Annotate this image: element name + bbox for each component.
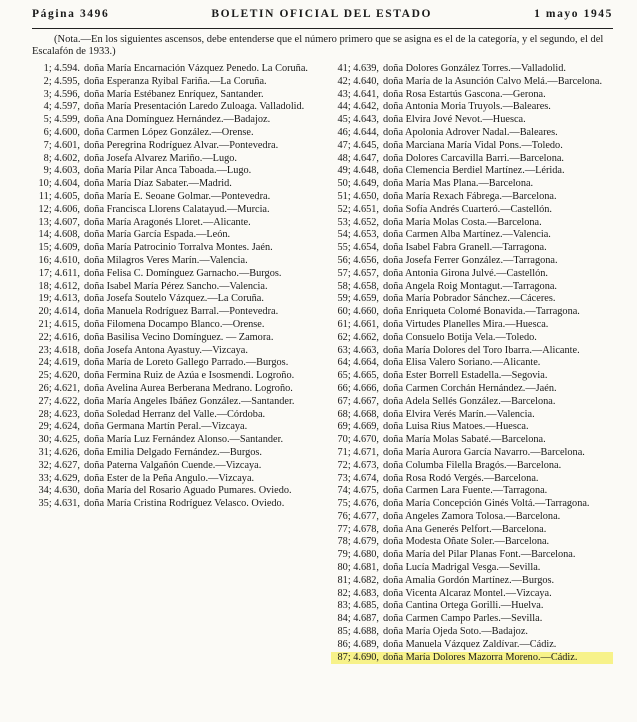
entry-text: doña Vicenta Alcaraz Montel.—Vizcaya. bbox=[383, 587, 552, 599]
entry-number: 85; 4.688, bbox=[337, 626, 379, 638]
entry-text: doña Carmen Corchán Hernández.—Jaén. bbox=[383, 382, 557, 394]
entry-text: doña Elvira Jové Nevot.—Huesca. bbox=[383, 114, 526, 126]
list-item bbox=[32, 63, 314, 75]
list-item bbox=[331, 281, 613, 293]
list-item bbox=[331, 306, 613, 318]
entry-number: 75; 4.676, bbox=[337, 498, 379, 510]
entry-number: 6; 4.600, bbox=[43, 126, 80, 138]
entry-text: doña Rosa Rodó Vergés.—Barcelona. bbox=[383, 472, 539, 484]
entry-text: doña María Dolores Mazorra Moreno.—Cádiz. bbox=[383, 651, 578, 663]
entry-number: 71; 4.671, bbox=[337, 446, 379, 458]
list-item bbox=[331, 575, 613, 587]
entry-number: 61; 4.661, bbox=[337, 318, 379, 330]
list-item bbox=[32, 498, 314, 510]
entry-number: 19; 4.613, bbox=[38, 293, 80, 305]
entry-text: doña Dolores Carcavilla Barri.—Barcelona. bbox=[383, 152, 564, 164]
entry-number: 45; 4.643, bbox=[337, 114, 379, 126]
entry-number: 57; 4.657, bbox=[337, 267, 379, 279]
entry-text: doña Virtudes Planelles Mira.—Huesca. bbox=[383, 318, 549, 330]
list-item bbox=[32, 76, 314, 88]
list-item bbox=[331, 76, 613, 88]
entry-text: doña Enriqueta Colomé Bonavida.—Tarragona. bbox=[383, 306, 580, 318]
entry-number: 83; 4.685, bbox=[337, 600, 379, 612]
entry-text: doña Francisca Llorens Calatayud.—Murcia. bbox=[84, 203, 270, 215]
list-item bbox=[331, 204, 613, 216]
list-item bbox=[331, 178, 613, 190]
entry-text: doña María Cristina Rodríguez Velasco. Oviedo. bbox=[84, 498, 285, 510]
list-item bbox=[32, 89, 314, 101]
entry-number: 5; 4.599, bbox=[43, 114, 80, 126]
entry-number: 59; 4.659, bbox=[337, 293, 379, 305]
list-item bbox=[331, 101, 613, 113]
list-item bbox=[32, 447, 314, 459]
entry-number: 82; 4.683, bbox=[337, 587, 379, 599]
list-item bbox=[32, 357, 314, 369]
entry-text: doña María García Espada.—León. bbox=[84, 229, 231, 241]
entry-number: 27; 4.622, bbox=[38, 395, 80, 407]
list-item bbox=[331, 409, 613, 421]
header-rule bbox=[32, 28, 613, 29]
list-item bbox=[331, 63, 613, 75]
entry-text: doña Carmen López González.—Orense. bbox=[84, 126, 254, 138]
entry-number: 54; 4.653, bbox=[337, 229, 379, 241]
publication-date: 1 mayo 1945 bbox=[534, 8, 613, 20]
entry-text: doña Modesta Oñate Soler.—Barcelona. bbox=[383, 536, 550, 548]
list-item bbox=[32, 101, 314, 113]
entry-text: doña Columba Filella Bragós.—Barcelona. bbox=[383, 459, 562, 471]
entry-number: 24; 4.619, bbox=[38, 357, 80, 369]
entry-number: 72; 4.673, bbox=[337, 459, 379, 471]
list-item bbox=[32, 370, 314, 382]
list-item bbox=[32, 242, 314, 254]
list-item bbox=[331, 268, 613, 280]
list-item bbox=[331, 255, 613, 267]
entry-number: 65; 4.665, bbox=[337, 370, 379, 382]
entry-text: doña Rosa Estartús Gascona.—Gerona. bbox=[383, 88, 546, 100]
list-item bbox=[331, 498, 613, 510]
publication-title: BOLETIN OFICIAL DEL ESTADO bbox=[211, 8, 433, 20]
list-item bbox=[32, 268, 314, 280]
entry-number: 21; 4.615, bbox=[38, 318, 80, 330]
entry-number: 14; 4.608, bbox=[38, 229, 80, 241]
list-item bbox=[331, 357, 613, 369]
note-paragraph: (Nota.—En los siguientes ascensos, debe entenderse que el número primero que se asigna es el de la categoría, y el segundo, el del Escalafón de 1933.) bbox=[32, 34, 604, 57]
entry-number: 16; 4.610, bbox=[38, 254, 80, 266]
entry-text: doña Basilisa Vecino Domínguez. — Zamora. bbox=[84, 331, 274, 343]
entry-number: 31; 4.626, bbox=[38, 446, 80, 458]
entry-number: 35; 4.631, bbox=[38, 498, 80, 510]
entry-number: 49; 4.648, bbox=[337, 165, 379, 177]
entry-text: doña Elvira Verés Marín.—Valencia. bbox=[383, 408, 535, 420]
entry-text: doña María de Loreto Gallego Parrado.—Burgos. bbox=[84, 357, 289, 369]
entry-number: 32; 4.627, bbox=[38, 459, 80, 471]
entry-number: 77; 4.678, bbox=[337, 523, 379, 535]
entry-number: 41; 4.639, bbox=[337, 63, 379, 74]
entry-text: doña Manuela Vázquez Zaldívar.—Cádiz. bbox=[383, 638, 557, 650]
entry-text: doña Ester de la Peña Angulo.—Vizcaya. bbox=[84, 472, 255, 484]
entry-number: 10; 4.604, bbox=[38, 178, 80, 190]
list-item bbox=[331, 652, 613, 664]
list-item bbox=[32, 434, 314, 446]
entry-number: 13; 4.607, bbox=[38, 216, 80, 228]
list-item bbox=[32, 383, 314, 395]
list-item bbox=[32, 473, 314, 485]
list-item bbox=[32, 396, 314, 408]
entry-text: doña Isabel María Pérez Sancho.—Valencia. bbox=[84, 280, 268, 292]
entry-number: 66; 4.666, bbox=[337, 382, 379, 394]
list-item bbox=[331, 217, 613, 229]
entry-text: doña María Patrocinio Torralva Montes. Jaén. bbox=[84, 242, 273, 254]
entry-number: 15; 4.609, bbox=[38, 242, 80, 254]
entry-number: 25; 4.620, bbox=[38, 370, 80, 382]
entry-text: doña María Díaz Sabater.—Madrid. bbox=[84, 178, 232, 190]
list-item bbox=[331, 127, 613, 139]
entry-number: 8; 4.602, bbox=[43, 152, 80, 164]
list-item bbox=[331, 114, 613, 126]
entry-text: doña María Aurora García Navarro.—Barcelona. bbox=[383, 446, 585, 458]
list-item bbox=[331, 511, 613, 523]
list-item bbox=[32, 191, 314, 203]
list-item bbox=[32, 306, 314, 318]
entry-number: 2; 4.595, bbox=[43, 75, 80, 87]
entry-number: 70; 4.670, bbox=[337, 434, 379, 446]
entry-number: 86; 4.689, bbox=[337, 638, 379, 650]
entry-number: 18; 4.612, bbox=[38, 280, 80, 292]
left-column bbox=[32, 63, 314, 664]
entry-number: 51; 4.650, bbox=[337, 190, 379, 202]
list-item bbox=[331, 447, 613, 459]
list-item bbox=[331, 345, 613, 357]
entry-text: doña María Pobrador Sánchez.—Cáceres. bbox=[383, 293, 556, 305]
entry-text: doña Angela Roig Montagut.—Tarragona. bbox=[383, 280, 558, 292]
entry-number: 63; 4.663, bbox=[337, 344, 379, 356]
entry-text: doña Ester Borrell Estadella.—Segovia. bbox=[383, 370, 548, 382]
list-item bbox=[331, 536, 613, 548]
page-header bbox=[32, 8, 613, 26]
entry-text: doña Luisa Rius Matoes.—Huesca. bbox=[383, 421, 529, 433]
list-item bbox=[32, 460, 314, 472]
entry-text: doña María Concepción Ginés Voltá.—Tarragona. bbox=[383, 498, 590, 510]
entry-number: 87; 4.690, bbox=[337, 651, 379, 663]
entry-number: 62; 4.662, bbox=[337, 331, 379, 343]
entry-text: doña Felisa C. Domínguez Garnacho.—Burgos. bbox=[84, 267, 282, 279]
list-item bbox=[331, 332, 613, 344]
entry-number: 81; 4.682, bbox=[337, 574, 379, 586]
entry-number: 76; 4.677, bbox=[337, 510, 379, 522]
entry-number: 79; 4.680, bbox=[337, 549, 379, 561]
entry-number: 34; 4.630, bbox=[38, 485, 80, 497]
entry-number: 17; 4.611, bbox=[38, 267, 80, 279]
entry-number: 68; 4.668, bbox=[337, 408, 379, 420]
entry-number: 50; 4.649, bbox=[337, 178, 379, 190]
list-item bbox=[331, 485, 613, 497]
entry-text: doña María de la Asunción Calvo Melá.—Barcelona. bbox=[383, 75, 603, 87]
list-item bbox=[32, 127, 314, 139]
entry-number: 44; 4.642, bbox=[337, 101, 379, 113]
entry-number: 11; 4.605, bbox=[38, 190, 80, 202]
entry-number: 67; 4.667, bbox=[337, 395, 379, 407]
list-item bbox=[331, 293, 613, 305]
list-item bbox=[331, 626, 613, 638]
list-item bbox=[331, 165, 613, 177]
entry-number: 47; 4.645, bbox=[337, 139, 379, 151]
entry-number: 23; 4.618, bbox=[38, 344, 80, 356]
list-item bbox=[331, 473, 613, 485]
entry-number: 22; 4.616, bbox=[38, 331, 80, 343]
list-item bbox=[331, 319, 613, 331]
list-item bbox=[331, 370, 613, 382]
entry-number: 20; 4.614, bbox=[38, 306, 80, 318]
entry-text: doña Isabel Fabra Granell.—Tarragona. bbox=[383, 242, 547, 254]
entry-number: 29; 4.624, bbox=[38, 421, 80, 433]
entry-number: 4; 4.597, bbox=[43, 101, 80, 113]
entry-number: 69; 4.669, bbox=[337, 421, 379, 433]
list-item bbox=[331, 549, 613, 561]
list-item bbox=[32, 165, 314, 177]
entry-text: doña Lucía Madrigal Vesga.—Sevilla. bbox=[383, 562, 541, 574]
entry-text: doña Antonia Girona Julvé.—Castellón. bbox=[383, 267, 549, 279]
entry-text: doña Antonia Moria Truyols.—Baleares. bbox=[383, 101, 551, 113]
entry-text: doña María Molas Sabaté.—Barcelona. bbox=[383, 434, 546, 446]
list-item bbox=[331, 191, 613, 203]
entry-number: 53; 4.652, bbox=[337, 216, 379, 228]
entry-text: doña Adela Sellés González.—Barcelona. bbox=[383, 395, 556, 407]
entry-number: 42; 4.640, bbox=[337, 75, 379, 87]
list-item bbox=[32, 255, 314, 267]
entry-text: doña Filomena Docampo Blanco.—Orense. bbox=[84, 318, 265, 330]
list-item bbox=[32, 178, 314, 190]
entry-text: doña María Pilar Anca Taboada.—Lugo. bbox=[84, 165, 252, 177]
entry-number: 55; 4.654, bbox=[337, 242, 379, 254]
entry-number: 3; 4.596, bbox=[43, 88, 80, 100]
list-item bbox=[331, 434, 613, 446]
list-item bbox=[32, 229, 314, 241]
entry-text: doña Ana Domínguez Hernández.—Badajoz. bbox=[84, 114, 271, 126]
entry-number: 64; 4.664, bbox=[337, 357, 379, 369]
entry-text: doña Josefa Soutelo Vázquez.—La Coruña. bbox=[84, 293, 264, 305]
entry-text: doña María del Pilar Planas Font.—Barcelona. bbox=[383, 549, 576, 561]
entry-number: 30; 4.625, bbox=[38, 434, 80, 446]
entry-number: 80; 4.681, bbox=[337, 562, 379, 574]
entry-number: 48; 4.647, bbox=[337, 152, 379, 164]
entry-text: doña María Molas Costa.—Barcelona. bbox=[383, 216, 542, 228]
list-item bbox=[32, 140, 314, 152]
list-item bbox=[32, 281, 314, 293]
entry-text: doña Emilia Delgado Fernández.—Burgos. bbox=[84, 446, 262, 458]
entry-text: doña Avelina Aurea Berberana Medrano. Logroño. bbox=[84, 382, 293, 394]
list-item bbox=[32, 332, 314, 344]
list-item bbox=[331, 396, 613, 408]
entry-text: doña María Mas Plana.—Barcelona. bbox=[383, 178, 534, 190]
list-item bbox=[32, 153, 314, 165]
entry-text: doña María Luz Fernández Alonso.—Santander. bbox=[84, 434, 284, 446]
entry-number: 43; 4.641, bbox=[337, 88, 379, 100]
entry-text: doña Carmen Lara Fuente.—Tarragona. bbox=[383, 485, 548, 497]
entry-number: 74; 4.675, bbox=[337, 485, 379, 497]
entry-text: doña María Encarnación Vázquez Penedo. La Coruña. bbox=[84, 63, 308, 74]
list-item bbox=[331, 600, 613, 612]
entry-text: doña Apolonia Adrover Nadal.—Baleares. bbox=[383, 126, 558, 138]
list-item bbox=[331, 588, 613, 600]
entry-text: doña Paterna Valgañón Cuende.—Vizcaya. bbox=[84, 459, 262, 471]
entry-text: doña Josefa Alvarez Mariño.—Lugo. bbox=[84, 152, 237, 164]
entry-number: 60; 4.660, bbox=[337, 306, 379, 318]
list-item bbox=[331, 460, 613, 472]
entry-text: doña María Ojeda Soto.—Badajoz. bbox=[383, 626, 528, 638]
entry-text: doña Carmen Campo Parles.—Sevilla. bbox=[383, 613, 543, 625]
entry-text: doña María Estébanez Enríquez, Santander. bbox=[84, 88, 264, 100]
entry-number: 52; 4.651, bbox=[337, 203, 379, 215]
entry-text: doña Consuelo Botija Vela.—Toledo. bbox=[383, 331, 537, 343]
entry-text: doña Peregrina Rodríguez Alvar.—Pontevedra. bbox=[84, 139, 279, 151]
entry-text: doña Amalia Gordón Martínez.—Burgos. bbox=[383, 574, 555, 586]
entry-text: doña Cantina Ortega Gorilli.—Huelva. bbox=[383, 600, 544, 612]
list-item bbox=[32, 409, 314, 421]
columns bbox=[32, 63, 613, 664]
entry-number: 46; 4.644, bbox=[337, 126, 379, 138]
entry-text: doña Clemencia Berdiel Martínez.—Lérida. bbox=[383, 165, 565, 177]
entry-text: doña María E. Seoane Golmar.—Pontevedra. bbox=[84, 190, 271, 202]
entry-number: 84; 4.687, bbox=[337, 613, 379, 625]
entry-number: 7; 4.601, bbox=[43, 139, 80, 151]
entry-number: 33; 4.629, bbox=[38, 472, 80, 484]
entry-text: doña María Presentación Laredo Zuloaga. Valladolid. bbox=[84, 101, 305, 113]
entry-number: 78; 4.679, bbox=[337, 536, 379, 548]
list-item bbox=[32, 204, 314, 216]
list-item bbox=[331, 524, 613, 536]
entry-text: doña Elisa Valero Soriano.—Alicante. bbox=[383, 357, 541, 369]
entry-text: doña Sofía Andrés Cuarteró.—Castellón. bbox=[383, 203, 553, 215]
entry-text: doña Josefa Ferrer González.—Tarragona. bbox=[383, 254, 558, 266]
entry-text: doña Soledad Herranz del Valle.—Córdoba. bbox=[84, 408, 266, 420]
list-item bbox=[331, 229, 613, 241]
entry-text: doña María del Rosario Aguado Pumares. Oviedo. bbox=[84, 485, 292, 497]
entry-text: doña Angeles Zamora Tolosa.—Barcelona. bbox=[383, 510, 561, 522]
list-item bbox=[331, 140, 613, 152]
entry-text: doña Ana Generés Pelfort.—Barcelona. bbox=[383, 523, 547, 535]
page-number: Página 3496 bbox=[32, 8, 110, 20]
entry-text: doña Dolores González Torres.—Valladolid. bbox=[383, 63, 566, 74]
list-item bbox=[32, 114, 314, 126]
list-item bbox=[331, 89, 613, 101]
entry-text: doña Manuela Rodríguez Barral.—Pontevedra. bbox=[84, 306, 279, 318]
list-item bbox=[32, 421, 314, 433]
list-item bbox=[331, 153, 613, 165]
list-item bbox=[32, 293, 314, 305]
entry-number: 1; 4.594. bbox=[43, 63, 80, 74]
entry-number: 9; 4.603, bbox=[43, 165, 80, 177]
entry-number: 12; 4.606, bbox=[38, 203, 80, 215]
entry-number: 26; 4.621, bbox=[38, 382, 80, 394]
list-item bbox=[331, 383, 613, 395]
right-column bbox=[331, 63, 613, 664]
list-item bbox=[331, 562, 613, 574]
list-item bbox=[32, 345, 314, 357]
list-item bbox=[32, 217, 314, 229]
entry-number: 28; 4.623, bbox=[38, 408, 80, 420]
list-item bbox=[32, 485, 314, 497]
list-item bbox=[331, 421, 613, 433]
list-item bbox=[331, 613, 613, 625]
entry-number: 58; 4.658, bbox=[337, 280, 379, 292]
entry-text: doña María Angeles Ibáñez González.—Santander. bbox=[84, 395, 295, 407]
entry-text: doña Fermina Ruiz de Azúa e Isosmendi. Logroño. bbox=[84, 370, 295, 382]
entry-number: 73; 4.674, bbox=[337, 472, 379, 484]
entry-text: doña Milagros Veres Marín.—Valencia. bbox=[84, 254, 248, 266]
list-item bbox=[331, 639, 613, 651]
entry-number: 56; 4.656, bbox=[337, 254, 379, 266]
entry-text: doña Marciana María Vidal Pons.—Toledo. bbox=[383, 139, 563, 151]
entry-text: doña Esperanza Ryibal Fariña.—La Coruña. bbox=[84, 75, 267, 87]
entry-text: doña Carmen Alba Martínez.—Valencia. bbox=[383, 229, 551, 241]
entry-text: doña Germana Martín Peral.—Vizcaya. bbox=[84, 421, 248, 433]
entry-text: doña Josefa Antona Ayastuy.—Vizcaya. bbox=[84, 344, 248, 356]
entry-text: doña María Dolores del Toro Ibarra.—Alicante. bbox=[383, 344, 580, 356]
list-item bbox=[32, 319, 314, 331]
entry-text: doña María Aragonés Lloret.—Alicante. bbox=[84, 216, 251, 228]
entry-text: doña María Rexach Fábrega.—Barcelona. bbox=[383, 190, 557, 202]
list-item bbox=[331, 242, 613, 254]
